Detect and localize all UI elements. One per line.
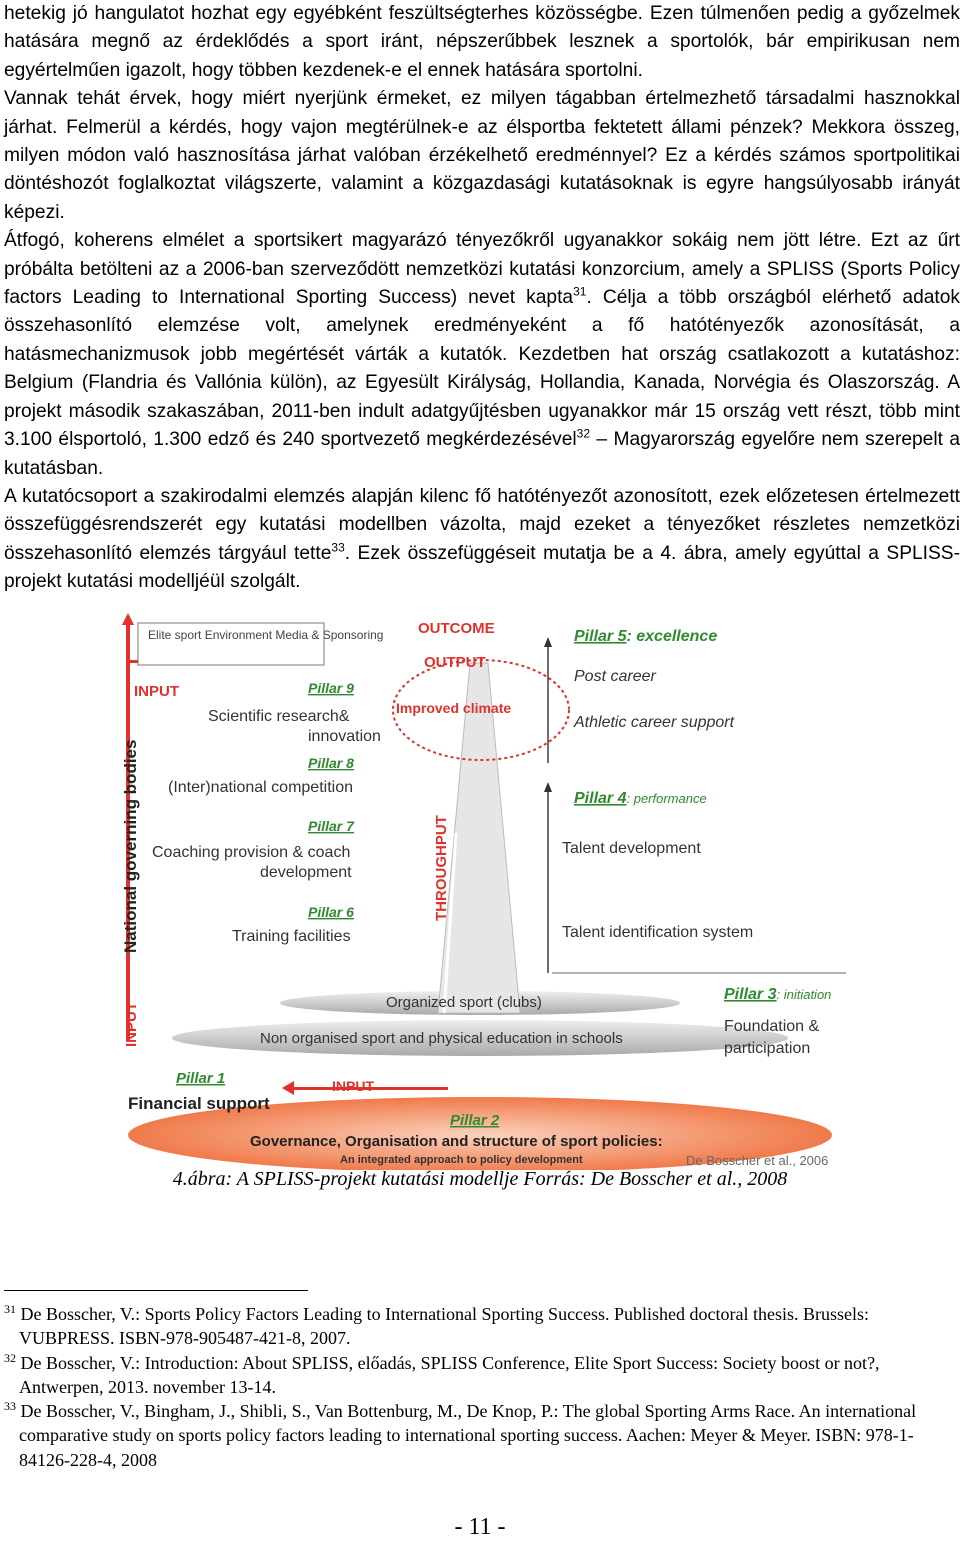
input-top-label: INPUT xyxy=(134,683,179,700)
pillar-7-text-2: development xyxy=(260,864,352,881)
national-governing-bodies-label: National governing bodies xyxy=(121,739,140,953)
pillar-4-suffix: : performance xyxy=(626,791,707,806)
pillar-3-text-1: Foundation & xyxy=(724,1018,820,1035)
footnote-text: De Bosscher, V.: Introduction: About SPLISS, előadás, SPLISS Conference, Elite Sport Success: Society boost or not?, Antwerpen, 2013. november 13-14. xyxy=(19,1352,880,1397)
input-side-label: INPUT xyxy=(123,1002,140,1047)
pillar-5-suffix: : excellence xyxy=(626,628,718,645)
pillar-9-text-1: Scientific research& xyxy=(208,708,350,725)
pillar-8-label: Pillar 8 xyxy=(308,755,354,771)
pillar-7-text-1: Coaching provision & coach xyxy=(152,844,351,861)
left-arrow-head xyxy=(122,613,134,625)
footnote-separator xyxy=(4,1290,308,1291)
footnote-number: 33 xyxy=(4,1399,16,1414)
input-bottom-label: INPUT xyxy=(332,1078,374,1094)
paragraph-2-text: Vannak tehát érvek, hogy miért nyerjünk érmeket, ez milyen tágabban értelmezhető társadalmi hasznokkal járhat. Felmerül a kérdés, hogy vajon megtérülnek-e az élsportba fektetett állami pénzek? Mekkora összeg, milyen módon való hasznosítása járhat valóban érzékelhető eredménnyel? Ez a kérdés számos sportpolitikai döntéshozót foglalkoztat világszerte, valamint a közgazdasági kutatásoknak is egyre hangsúlyosabb irányát képezi. xyxy=(4,88,960,223)
pillar-4-heading xyxy=(574,790,707,807)
footnote-text: De Bosscher, V., Bingham, J., Shibli, S., Van Bottenburg, M., De Knop, P.: The global Sporting Arms Race. An international comparative study on sports policy factors leading to international sporting success. Aachen: Meyer & Meyer. ISBN: 978-1-84126-228-4, 2008 xyxy=(19,1401,917,1470)
paragraph-3-text-a: Átfogó, koherens elmélet a sportsikert magyarázó tényezőkről ugyanakkor sokáig nem jött létre. Ezt az űrt próbálta betölteni az a 2006-ban szerveződött nemzetközi kutatási konzorcium, amely a SPLISS (Sports Policy factors Leading to International Sporting Success) nevet kapta xyxy=(4,230,960,309)
pillar-2-label: Pillar 2 xyxy=(450,1112,500,1129)
paragraph-2 xyxy=(4,85,960,227)
paragraph-4-text-a: A kutatócsoport a szakirodalmi elemzés alapján kilenc fő hatótényezőt azonosított, ezek előzetesen értelmezett összefüggésrendszerét egy kutatási modellben vázolta, majd ezeket a tényezőket részletes nemzetközi összehasonlító elemzés tárgyául tette xyxy=(4,485,960,564)
paragraph-1 xyxy=(4,0,960,85)
pillar-3-suffix: : initiation xyxy=(776,987,832,1002)
spliss-model-figure xyxy=(118,603,858,1170)
pillar-9-label: Pillar 9 xyxy=(308,680,354,696)
pillar-3-text-2: participation xyxy=(724,1040,811,1057)
bracket-arrow-mid xyxy=(544,782,552,792)
pillar-3-label: Pillar 3 xyxy=(724,986,777,1003)
organized-sport-label: Organized sport (clubs) xyxy=(386,994,542,1011)
page-number: - 11 - xyxy=(454,1514,506,1540)
environment-box-text: Elite sport Environment Media & Sponsoring xyxy=(148,628,384,642)
athletic-career-support-label: Athletic career support xyxy=(574,714,735,731)
paragraph-3-text-b: . Célja a több országból elérhető adatok összehasonlító elemzése volt, amelynek eredményeként a fő hatótényezők azonosítását, a hatásmechanizmusok jobb megértését várták a kutatók. Kezdetben hat ország csatlakozott a kutatáshoz: Belgium (Flandria és Vallónia külön), az Egyesült Királyság, Hollandia, Kanada, Norvégia és Olaszország. A projekt második szakaszában, 2011-ben indult adatgyűjtésben ugyanakkor már 15 ország vett részt, több mint 3.100 élsportoló, 1.300 edző és 240 sportvezető megkérdezésével xyxy=(4,287,960,451)
non-organised-label: Non organised sport and physical education in schools xyxy=(260,1030,623,1047)
throughput-label: THROUGHPUT xyxy=(433,815,450,921)
bracket-arrow-top xyxy=(544,637,552,647)
talent-identification-label: Talent identification system xyxy=(562,924,754,941)
footnote-33 xyxy=(4,1399,954,1472)
input-bottom-arrow xyxy=(282,1081,294,1095)
footnote-text: De Bosscher, V.: Sports Policy Factors Leading to International Sporting Success. Published doctoral thesis. Brussels: VUBPRESS. ISBN-978-905487-421-8, 2007. xyxy=(19,1304,870,1349)
footnote-number: 31 xyxy=(4,1302,16,1316)
footnote-32 xyxy=(4,1351,954,1400)
pillar-5-heading xyxy=(574,628,717,645)
spliss-model-diagram xyxy=(118,603,858,1170)
pillar-3-heading xyxy=(724,986,831,1003)
paragraph-3 xyxy=(4,227,960,483)
outcome-label: OUTCOME xyxy=(418,620,495,637)
pillar-7-label: Pillar 7 xyxy=(308,818,354,834)
paragraph-1-text: hetekig jó hangulatot hozhat egy egyébként feszültségterhes közösségbe. Ezen túlmenően pedig a győzelmek hatására megnő az érdeklődés a sport iránt, népszerűbbek lesznek a sportolók, bár empirikusan nem egyértelműen igazolt, hogy többen kezdenek-e el ennek hatására sportolni. xyxy=(4,3,960,81)
figure-source-label: De Bosscher et al., 2006 xyxy=(686,1153,829,1168)
post-career-label: Post career xyxy=(574,668,656,685)
body-text xyxy=(4,0,960,597)
pillar-5-label: Pillar 5 xyxy=(574,628,627,645)
pillar-6-label: Pillar 6 xyxy=(308,904,354,920)
paragraph-4 xyxy=(4,483,960,597)
footnote-ref-31[interactable]: 31 xyxy=(573,284,587,299)
pillar-6-text: Training facilities xyxy=(232,928,351,945)
integrated-approach-label: An integrated approach to policy development xyxy=(340,1154,583,1166)
output-label: OUTPUT xyxy=(424,654,486,671)
footnotes xyxy=(4,1302,954,1472)
governance-label: Governance, Organisation and structure of sport policies: xyxy=(250,1133,663,1150)
pillar-1-label: Pillar 1 xyxy=(176,1070,226,1087)
pillar-4-label: Pillar 4 xyxy=(574,790,627,807)
figure-caption: 4.ábra: A SPLISS-projekt kutatási modellje Forrás: De Bosscher et al., 2008 xyxy=(172,1168,788,1190)
paragraph-4-text-b: . Ezek összefüggéseit mutatja be a 4. ábra, amely egyúttal a SPLISS-projekt kutatási modelljéül szolgált. xyxy=(4,542,960,593)
paragraph-3-text-c: – Magyarország egyelőre nem szerepelt a kutatásban. xyxy=(4,429,960,479)
footnote-ref-32[interactable]: 32 xyxy=(576,426,591,441)
pillar-8-text: (Inter)national competition xyxy=(168,779,353,796)
financial-support-label: Financial support xyxy=(128,1094,270,1113)
improved-climate-label: Improved climate xyxy=(396,700,512,716)
footnote-number: 32 xyxy=(4,1350,16,1365)
footnote-ref-33[interactable]: 33 xyxy=(331,540,345,555)
footnote-31 xyxy=(4,1302,954,1351)
pillar-9-text-2: innovation xyxy=(308,728,381,745)
talent-development-label: Talent development xyxy=(562,840,701,857)
